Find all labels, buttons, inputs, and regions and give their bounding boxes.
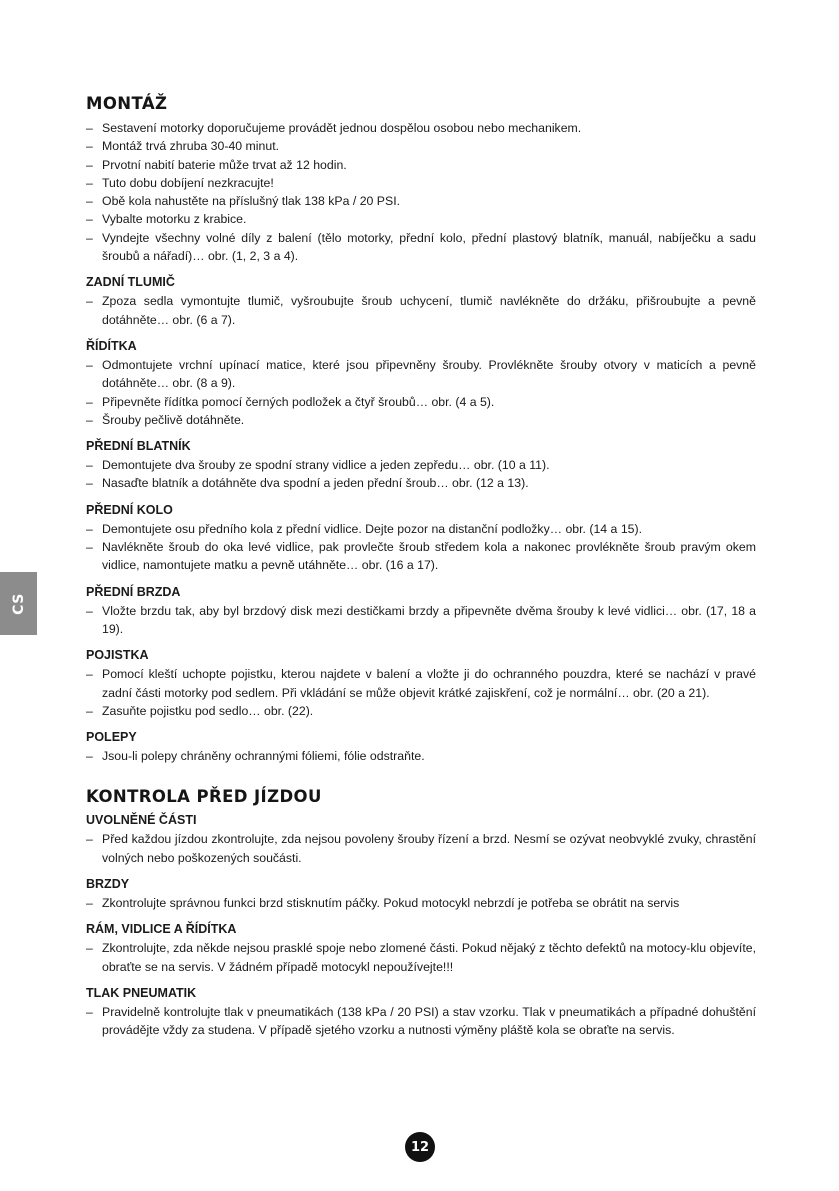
subsection-title-zadni-tlumic: ZADNÍ TLUMIČ	[86, 275, 175, 290]
subsection-title-polepy: POLEPY	[86, 730, 137, 745]
list-item: – Vybalte motorku z krabice.	[86, 210, 756, 228]
list-item: – Zasuňte pojistku pod sedlo… obr. (22).	[86, 702, 756, 720]
subsection-title-tlak-pneumatik: TLAK PNEUMATIK	[86, 985, 197, 1000]
language-label: CS	[10, 592, 27, 615]
list-item: – Pravidelně kontrolujte tlak v pneumatikách (138 kPa / 20 PSI) a stav vzorku. Tlak v pneumatikách a případné dohuštění provádějte vždy za studena. V případě sjetého vzorku a nutnosti výměny pláště kola se obraťte na servis.	[86, 1003, 756, 1040]
zadni-tlumic-list	[86, 292, 756, 329]
subsection-title-ram-vidlice: RÁM, VIDLICE A ŘÍDÍTKA	[86, 922, 237, 937]
list-item: – Montáž trvá zhruba 30-40 minut.	[86, 137, 756, 155]
list-item: – Obě kola nahustěte na příslušný tlak 138 kPa / 20 PSI.	[86, 192, 756, 210]
list-item: – Demontujete dva šrouby ze spodní strany vidlice a jeden zepředu… obr. (10 a 11).	[86, 456, 756, 474]
list-item: – Zpoza sedla vymontujte tlumič, vyšroubujte šroub uchycení, tlumič navlékněte do držáku, přišroubujte a pevně dotáhněte… obr. (6 a 7).	[86, 292, 756, 329]
list-item: – Navlékněte šroub do oka levé vidlice, pak provlečte šroub středem kola a nakonec provlékněte šroub pravým okem vidlice, namontujete matku a pevně utáhněte… obr. (16 a 17).	[86, 538, 756, 575]
list-item: – Vyndejte všechny volné díly z balení (tělo motorky, přední kolo, přední plastový blatník, manuál, nabíječku a sadu šroubů a nářadí)… obr. (1, 2, 3 a 4).	[86, 229, 756, 266]
subsection-title-riditka: ŘÍDÍTKA	[86, 338, 137, 353]
list-item: – Nasaďte blatník a dotáhněte dva spodní a jeden přední šroub… obr. (12 a 13).	[86, 474, 756, 492]
list-item: – Před každou jízdou zkontrolujte, zda nejsou povoleny šrouby řízení a brzd. Nesmí se ozývat neobvyklé zvuky, chrastění volných nebo poškozených součásti.	[86, 830, 756, 867]
subsection-title-uvolnene-casti: UVOLNĚNÉ ČÁSTI	[86, 813, 197, 828]
list-item: – Pomocí kleští uchopte pojistku, kterou najdete v balení a vložte ji do ochranného pouzdra, které se nachází v pravé zadní části motorky pod sedlem. Při vkládání se může objevit krátké zajiskření, což je normální… obr. (20 a 21).	[86, 665, 756, 702]
list-item: – Prvotní nabití baterie může trvat až 12 hodin.	[86, 156, 756, 174]
subsection-title-brzdy: BRZDY	[86, 877, 130, 892]
predni-blatnik-list	[86, 456, 756, 493]
pojistka-list	[86, 665, 756, 720]
manual-content	[86, 94, 756, 1040]
list-item: – Demontujete osu předního kola z přední vidlice. Dejte pozor na distanční podložky… obr. (14 a 15).	[86, 520, 756, 538]
subsection-title-predni-brzda: PŘEDNÍ BRZDA	[86, 584, 181, 599]
section-title-montaz: MONTÁŽ	[86, 94, 168, 113]
montaz-list	[86, 119, 756, 265]
subsection-title-predni-blatnik: PŘEDNÍ BLATNÍK	[86, 439, 191, 454]
list-item: – Jsou-li polepy chráněny ochrannými fóliemi, fólie odstraňte.	[86, 747, 756, 765]
list-item: – Šrouby pečlivě dotáhněte.	[86, 411, 756, 429]
subsection-title-predni-kolo: PŘEDNÍ KOLO	[86, 502, 173, 517]
list-item: – Zkontrolujte správnou funkci brzd stisknutím páčky. Pokud motocykl nebrzdí je potřeba se obrátit na servis	[86, 894, 756, 912]
section-title-kontrola: KONTROLA PŘED JÍZDOU	[86, 787, 322, 807]
uvolnene-casti-list	[86, 830, 756, 867]
brzdy-list	[86, 894, 756, 912]
list-item: – Sestavení motorky doporučujeme provádět jednou dospělou osobou nebo mechanikem.	[86, 119, 756, 137]
list-item: – Vložte brzdu tak, aby byl brzdový disk mezi destičkami brzdy a připevněte dvěma šrouby k levé vidlici… obr. (17, 18 a 19).	[86, 602, 756, 639]
predni-brzda-list	[86, 602, 756, 639]
polepy-list	[86, 747, 756, 765]
ram-vidlice-list	[86, 939, 756, 976]
predni-kolo-list	[86, 520, 756, 575]
subsection-title-pojistka: POJISTKA	[86, 648, 149, 663]
list-item: – Odmontujete vrchní upínací matice, které jsou připevněny šrouby. Provlékněte šrouby otvory v maticích a pevně dotáhněte… obr. (8 a 9).	[86, 356, 756, 393]
riditka-list	[86, 356, 756, 429]
list-item: – Tuto dobu dobíjení nezkracujte!	[86, 174, 756, 192]
language-tab	[0, 572, 37, 635]
list-item: – Připevněte řídítka pomocí černých podložek a čtyř šroubů… obr. (4 a 5).	[86, 393, 756, 411]
page-number-badge: 12	[405, 1132, 435, 1162]
list-item: – Zkontrolujte, zda někde nejsou prasklé spoje nebo zlomené části. Pokud nějaký z těchto defektů na motocy-klu objevíte, obraťte se na servis. V žádném případě motocykl nepoužívejte!!!	[86, 939, 756, 976]
tlak-pneumatik-list	[86, 1003, 756, 1040]
